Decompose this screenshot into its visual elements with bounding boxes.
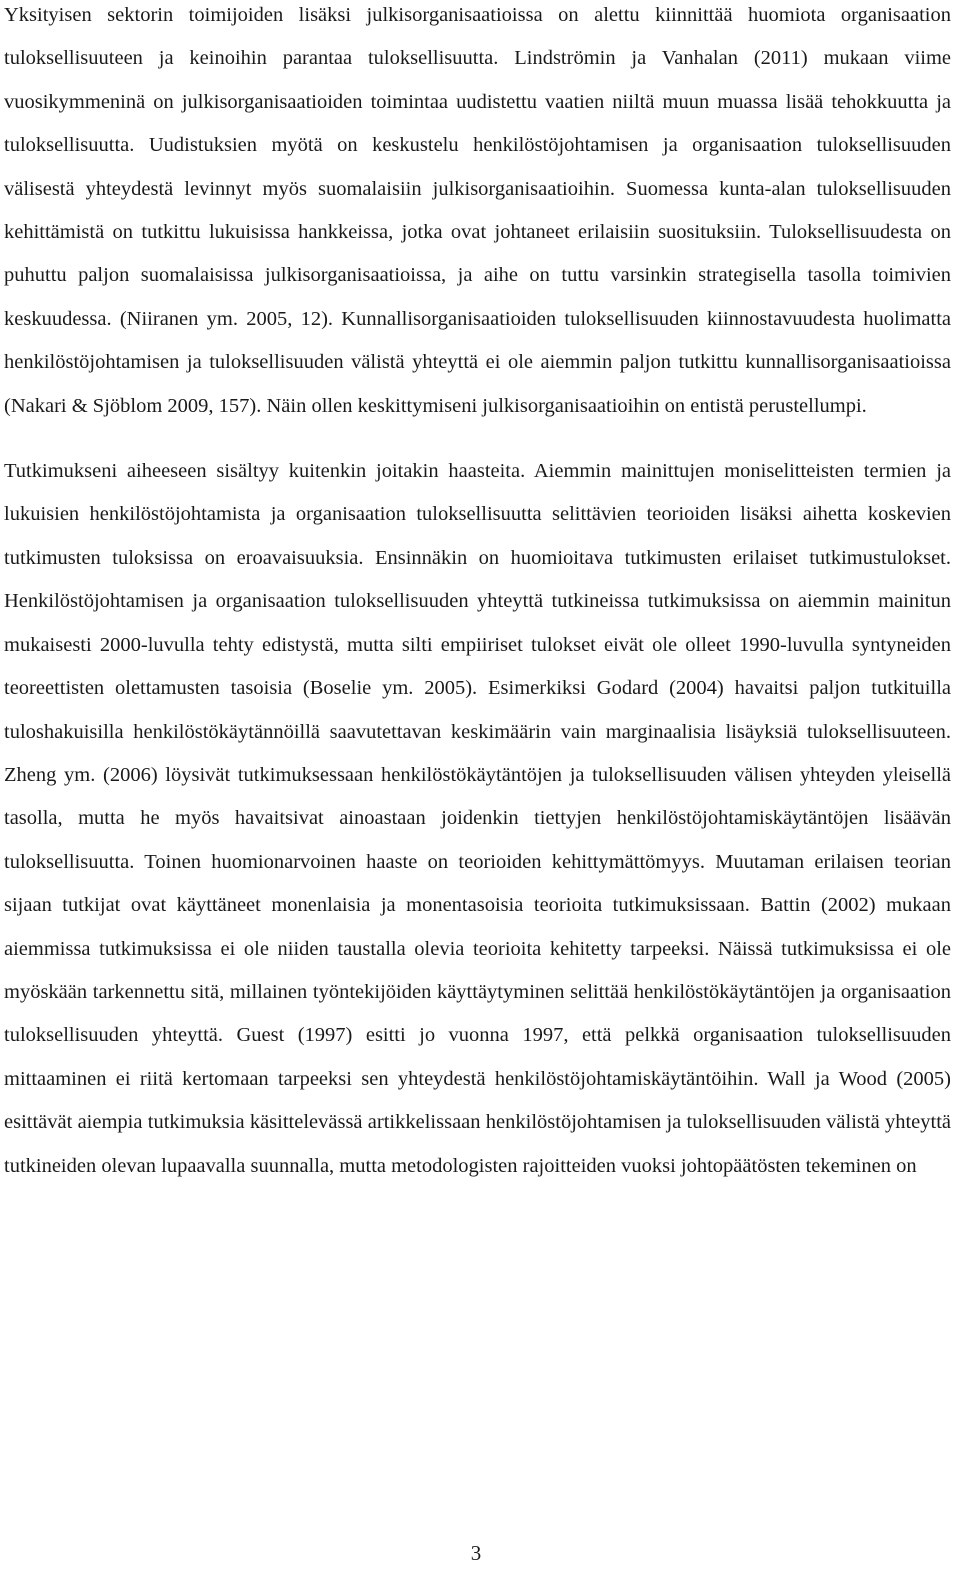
page-number: 3 xyxy=(470,1541,482,1565)
paragraph-research-challenges: Tutkimukseni aiheeseen sisältyy kuitenkin joitakin haasteita. Aiemmin mainittujen moniselitteisten termien ja lukuisien henkilöstöjohtamista ja organisaation tuloksellisuutta selittävien teorioiden lisäksi aihetta koskevien tutkimusten tuloksissa on eroavaisuuksia. Ensinnäkin on huomioitava tutkimusten erilaiset tutkimustulokset. Henkilöstöjohtamisen ja organisaation tuloksellisuuden yhteyttä tutkineissa tutkimuksissa on aiemmin mainitun mukaisesti 2000-luvulla tehty edistystä, mutta silti empiiriset tulokset eivät ole olleet 1990-luvulla syntyneiden teoreettisten olettamusten tasoisia (Boselie ym. 2005). Esimerkiksi Godard (2004) havaitsi paljon tutkituilla tuloshakuisilla henkilöstökäytännöillä saavutettavan keskimäärin vain marginaalisia lisäyksiä tuloksellisuuteen. Zheng ym. (2006) löysivät tutkimuksessaan henkilöstökäytäntöjen ja tuloksellisuuden välisen yhteyden yleisellä tasolla, mutta he myös havaitsivat ainoastaan joidenkin tiettyjen henkilöstöjohtamiskäytäntöjen lisäävän tuloksellisuutta. Toinen huomionarvoinen haaste on teorioiden kehittymättömyys. Muutaman erilaisen teorian sijaan tutkijat ovat käyttäneet monenlaisia ja monentasoisia teorioita tutkimuksissaan. Battin (2002) mukaan aiemmissa tutkimuksissa ei ole niiden taustalla olevia teorioita kehitetty tarpeeksi. Näissä tutkimuksissa ei ole myöskään tarkennettu sitä, millainen työntekijöiden käyttäytyminen selittää henkilöstökäytäntöjen ja organisaation tuloksellisuuden yhteyttä. Guest (1997) esitti jo vuonna 1997, että pelkkä organisaation tuloksellisuuden mittaaminen ei riitä kertomaan tarpeeksi sen yhteydestä henkilöstöjohtamiskäytäntöihin. Wall ja Wood (2005) esittävät aiempia tutkimuksia käsittelevässä artikkelissaan henkilöstöjohtamisen ja tuloksellisuuden välistä yhteyttä tutkineiden olevan lupaavalla suunnalla, mutta metodologisten rajoitteiden vuoksi johtopäätösten tekeminen on xyxy=(4,460,951,1177)
text-body xyxy=(4,0,951,1188)
paragraph-public-sector-performance: Yksityisen sektorin toimijoiden lisäksi julkisorganisaatioissa on alettu kiinnittää huomiota organisaation tuloksellisuuteen ja keinoihin parantaa tuloksellisuutta. Lindströmin ja Vanhalan (2011) mukaan viime vuosikymmeninä on julkisorganisaatioiden toimintaa uudistettu vaatien niiltä muun muassa lisää tehokkuutta ja tuloksellisuutta. Uudistuksien myötä on keskustelu henkilöstöjohtamisen ja organisaation tuloksellisuuden välisestä yhteydestä levinnyt myös suomalaisiin julkisorganisaatioihin. Suomessa kunta-alan tuloksellisuuden kehittämistä on tutkittu lukuisissa hankkeissa, jotka ovat johtaneet erilaisiin suosituksiin. Tuloksellisuudesta on puhuttu paljon suomalaisissa julkisorganisaatioissa, ja aihe on tuttu varsinkin strategisella tasolla toimivien keskuudessa. (Niiranen ym. 2005, 12). Kunnallisorganisaatioiden tuloksellisuuden kiinnostavuudesta huolimatta henkilöstöjohtamisen ja tuloksellisuuden välistä yhteyttä ei ole aiemmin paljon tutkittu kunnallisorganisaatioissa (Nakari & Sjöblom 2009, 157). Näin ollen keskittymiseni julkisorganisaatioihin on entistä perustellumpi. xyxy=(4,4,951,417)
